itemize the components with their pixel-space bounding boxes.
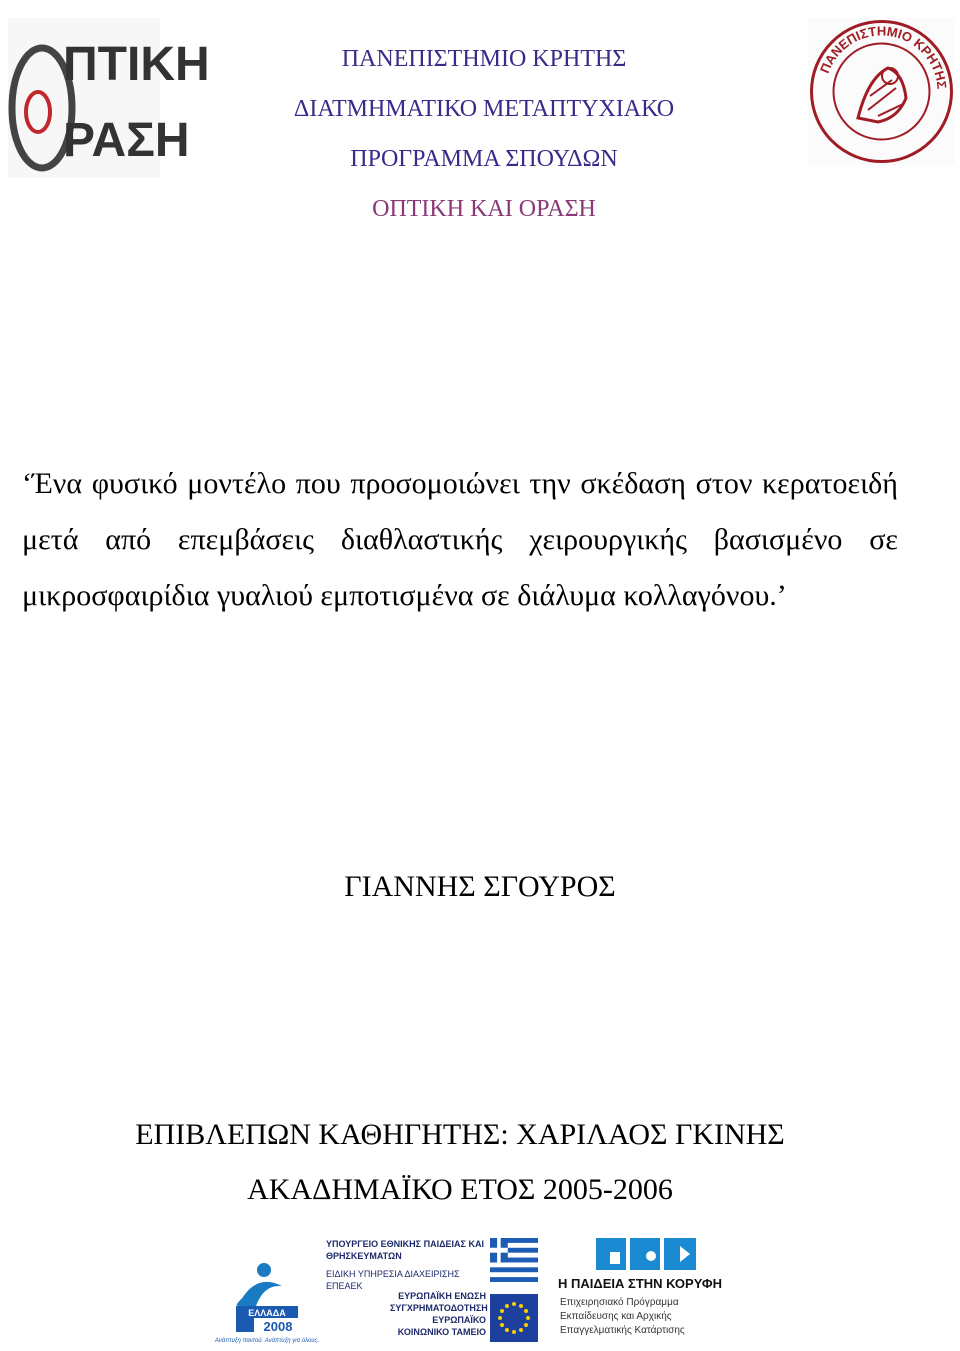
ministry-text xyxy=(326,1238,486,1292)
greece-logo-year: 2008 xyxy=(263,1319,293,1334)
greece-logo-slogan: Ανάπτυξη παντού. Ανάπτυξη για όλους. xyxy=(214,1338,320,1344)
greece-2008-graphic xyxy=(216,1262,326,1344)
thesis-title: ‘Ένα φυσικό μοντέλο που προσομοιώνει την σκέδαση στον κερατοειδή μετά από επεμβάσεις διαθλαστικής χειρουργικής βασισμένο σε μικροσφαιρίδια γυαλιού εμποτισμένα σε διάλυμα κολλαγόνου.’ xyxy=(22,467,898,612)
paideia-line-1: Επιχειρησιακό Πρόγραμμα xyxy=(560,1297,679,1308)
paideia-line-2: Εκπαίδευσης και Αρχικής xyxy=(560,1311,672,1322)
paideia-title: Η ΠΑΙΔΕΙΑ ΣΤΗΝ ΚΟΡΥΦΗ xyxy=(558,1276,722,1291)
greece-logo-name: ΕΛΛΑΔΑ xyxy=(248,1308,286,1318)
paideia-subtitle xyxy=(560,1296,720,1338)
ministry-line-2: ΕΙΔΙΚΗ ΥΠΗΡΕΣΙΑ ΔΙΑΧΕΙΡΙΣΗΣ ΕΠΕΑΕΚ xyxy=(326,1269,460,1291)
logo-text-top: ΠΤΙΚΗ xyxy=(63,38,210,91)
header-program: ΠΡΟΓΡΑΜΜΑ ΣΠΟΥΔΩΝ xyxy=(350,146,618,172)
greek-flag-icon xyxy=(490,1238,538,1282)
author-name: ΓΙΑΝΝΗΣ ΣΓΟΥΡΟΣ xyxy=(344,870,616,903)
greece-2008-logo xyxy=(216,1262,326,1344)
paideia-logo-icon xyxy=(596,1238,696,1270)
paideia-line-3: Επαγγελματικής Κατάρτισης xyxy=(560,1325,685,1336)
seal-text: ΠΑΝΕΠΙΣΤΗΜΙΟ ΚΡΗΤΗΣ xyxy=(816,23,950,90)
header-university: ΠΑΝΕΠΙΣΤΗΜΙΟ ΚΡΗΤΗΣ xyxy=(341,46,627,72)
university-header xyxy=(160,34,808,234)
eu-cofunding-text xyxy=(390,1290,486,1338)
logo-text-bottom: ΡΑΣΗ xyxy=(63,114,190,167)
ministry-line-1: ΥΠΟΥΡΓΕΙΟ ΕΘΝΙΚΗΣ ΠΑΙΔΕΙΑΣ ΚΑΙ ΘΡΗΣΚΕΥΜΑΤΩΝ xyxy=(326,1239,484,1261)
eu-flag-icon xyxy=(490,1294,538,1342)
optiki-orasi-logo-graphic xyxy=(8,18,210,178)
eu-line-3: ΕΥΡΩΠΑΪΚΟ ΚΟΙΝΩΝΙΚΟ ΤΑΜΕΙΟ xyxy=(397,1315,486,1337)
supervisor-line: ΕΠΙΒΛΕΠΩΝ ΚΑΘΗΓΗΤΗΣ: ΧΑΡΙΛΑΟΣ ΓΚΙΝΗΣ xyxy=(135,1118,785,1151)
header-program-name: ΟΠΤΙΚΗ ΚΑΙ ΟΡΑΣΗ xyxy=(372,196,596,222)
header-program-type: ΔΙΑΤΜΗΜΑΤΙΚΟ ΜΕΤΑΠΤΥΧΙΑΚΟ xyxy=(293,96,675,122)
eu-line-1: ΕΥΡΩΠΑΪΚΗ ΕΝΩΣΗ xyxy=(398,1291,486,1301)
optiki-orasi-logo xyxy=(8,18,210,178)
academic-year: ΑΚΑΔΗΜΑΪΚΟ ΕΤΟΣ 2005-2006 xyxy=(247,1173,673,1206)
eu-line-2: ΣΥΓΧΡΗΜΑΤΟΔΟΤΗΣΗ xyxy=(390,1303,488,1313)
university-seal-graphic xyxy=(808,18,955,165)
university-seal-logo xyxy=(808,18,955,165)
